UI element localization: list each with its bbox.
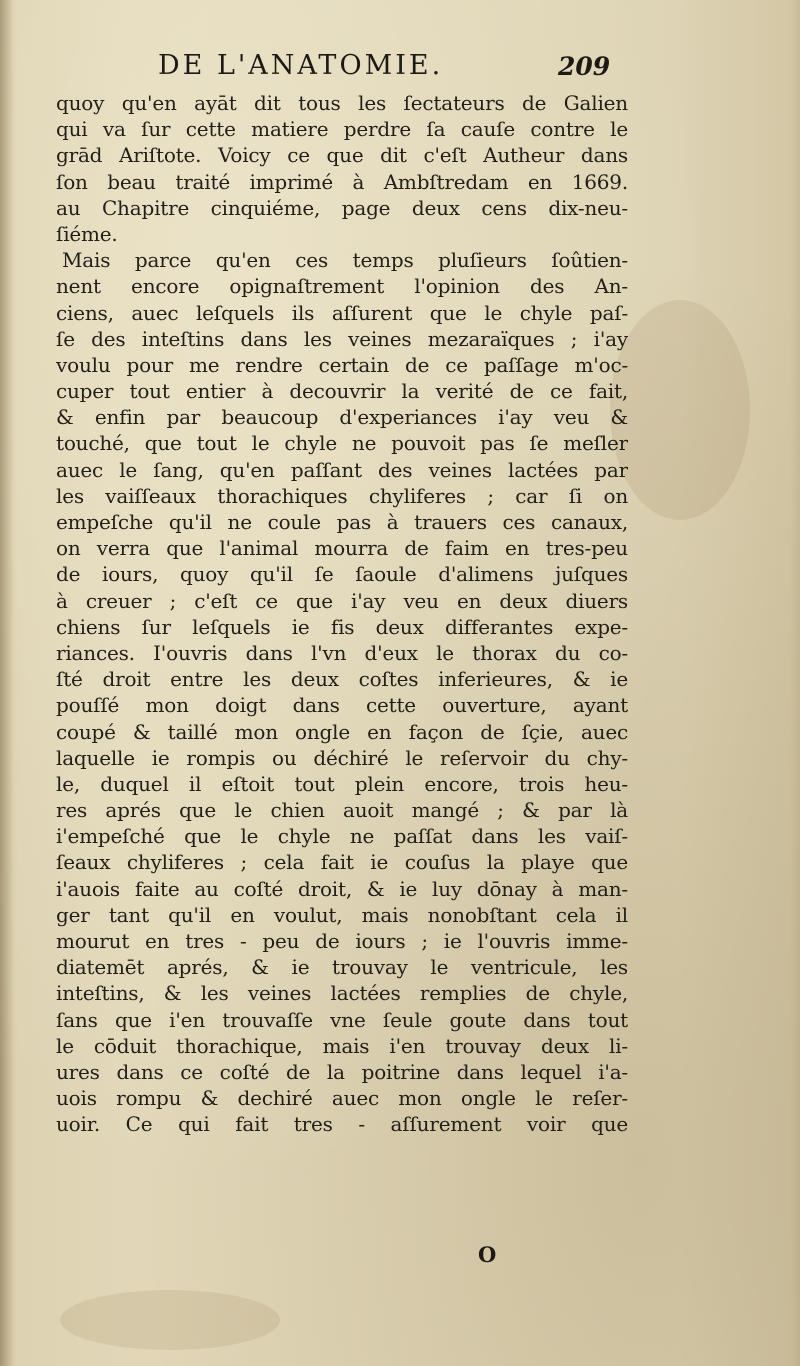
text-line: on verra que l'animal mourra de faim en tres-peu	[56, 536, 628, 561]
text-line: ſeaux chyliferes ; cela fait ie couſus la playe que	[56, 850, 628, 875]
text-line: le, duquel il eſtoit tout plein encore, trois heu-	[56, 771, 628, 796]
text-line: les vaiſſeaux thorachiques chyliferes ; car ſi on	[56, 483, 628, 508]
text-line: res aprés que le chien auoit mangé ; & par là	[56, 798, 628, 823]
paper-stain	[60, 1290, 280, 1350]
text-line: à creuer ; c'eſt ce que i'ay veu en deux diuers	[56, 588, 628, 613]
text-line: ures dans ce coſté de la poitrine dans lequel i'a-	[56, 1059, 628, 1084]
text-line: au Chapitre cinquiéme, page deux cens dix-neu-	[56, 195, 628, 220]
text-line: ger tant qu'il en voulut, mais nonobſtant cela il	[56, 902, 628, 927]
text-line: chiens ſur leſquels ie fis deux differantes expe-	[56, 614, 628, 639]
text-line: qui va ſur cette matiere perdre ſa cauſe contre le	[56, 117, 628, 142]
page-number: 209	[558, 52, 611, 81]
running-head: DE L'ANATOMIE.	[158, 50, 444, 81]
text-line: auec le ſang, qu'en paſſant des veines lactées par	[56, 457, 628, 482]
text-line: laquelle ie rompis ou déchiré le reſervoir du chy-	[56, 745, 628, 770]
text-line: empeſche qu'il ne coule pas à trauers ces canaux,	[56, 510, 628, 534]
text-line: uoir. Ce qui fait tres - aſſurement voir que	[56, 1112, 628, 1137]
text-line: ſon beau traité imprimé à Ambſtredam en 1669.	[56, 169, 628, 194]
text-line: ciens, auec leſquels ils aſſurent que le chyle paſ-	[56, 300, 628, 325]
page-fold-shadow	[0, 0, 14, 1366]
body-text	[56, 90, 628, 1138]
text-line: mourut en tres - peu de iours ; ie l'ouvris imme-	[56, 929, 628, 953]
text-line: ſe des inteſtins dans les veines mezaraïques ; i'ay	[56, 326, 628, 351]
text-line: grād Ariſtote. Voicy ce que dit c'eſt Autheur dans	[56, 143, 628, 168]
text-line: i'auois faite au coſté droit, & ie luy dōnay à man-	[56, 876, 628, 901]
text-line: i'empeſché que le chyle ne paſſat dans les vaiſ-	[56, 824, 628, 849]
text-line: ſté droit entre les deux coſtes inferieures, & ie	[56, 667, 628, 692]
text-line: touché, que tout le chyle ne pouvoit pas ſe meſler	[56, 431, 628, 456]
text-line: le cōduit thorachique, mais i'en trouvay deux li-	[56, 1033, 628, 1058]
text-line: voulu pour me rendre certain de ce paſſage m'oc-	[56, 352, 628, 377]
paper-stain	[610, 300, 750, 520]
text-line: de iours, quoy qu'il ſe ſaoule d'alimens juſques	[56, 562, 628, 587]
text-line: pouſſé mon doigt dans cette ouverture, ayant	[56, 693, 628, 718]
text-line: uois rompu & dechiré auec mon ongle le reſer-	[56, 1086, 628, 1111]
text-line: coupé & taillé mon ongle en façon de ſçie, auec	[56, 719, 628, 744]
text-line: cuper tout entier à decouvrir la verité de ce fait,	[56, 379, 628, 404]
text-line: nent encore opignaſtrement l'opinion des An-	[56, 274, 628, 299]
text-line: quoy qu'en ayāt dit tous les ſectateurs de Galien	[56, 91, 628, 115]
text-line: riances. I'ouvris dans l'vn d'eux le thorax du co-	[56, 640, 628, 665]
text-line: ſiéme.	[56, 221, 118, 246]
text-line: diatemēt aprés, & ie trouvay le ventricule, les	[56, 955, 628, 980]
signature-mark: O	[478, 1242, 497, 1267]
text-line: & enfin par beaucoup d'experiances i'ay veu &	[56, 405, 628, 430]
text-line: inteſtins, & les veines lactées remplies de chyle,	[56, 981, 628, 1006]
text-line: ſans que i'en trouvaſſe vne ſeule goute dans tout	[56, 1007, 628, 1032]
text-line: Mais parce qu'en ces temps pluſieurs ſoûtien-	[62, 248, 628, 273]
